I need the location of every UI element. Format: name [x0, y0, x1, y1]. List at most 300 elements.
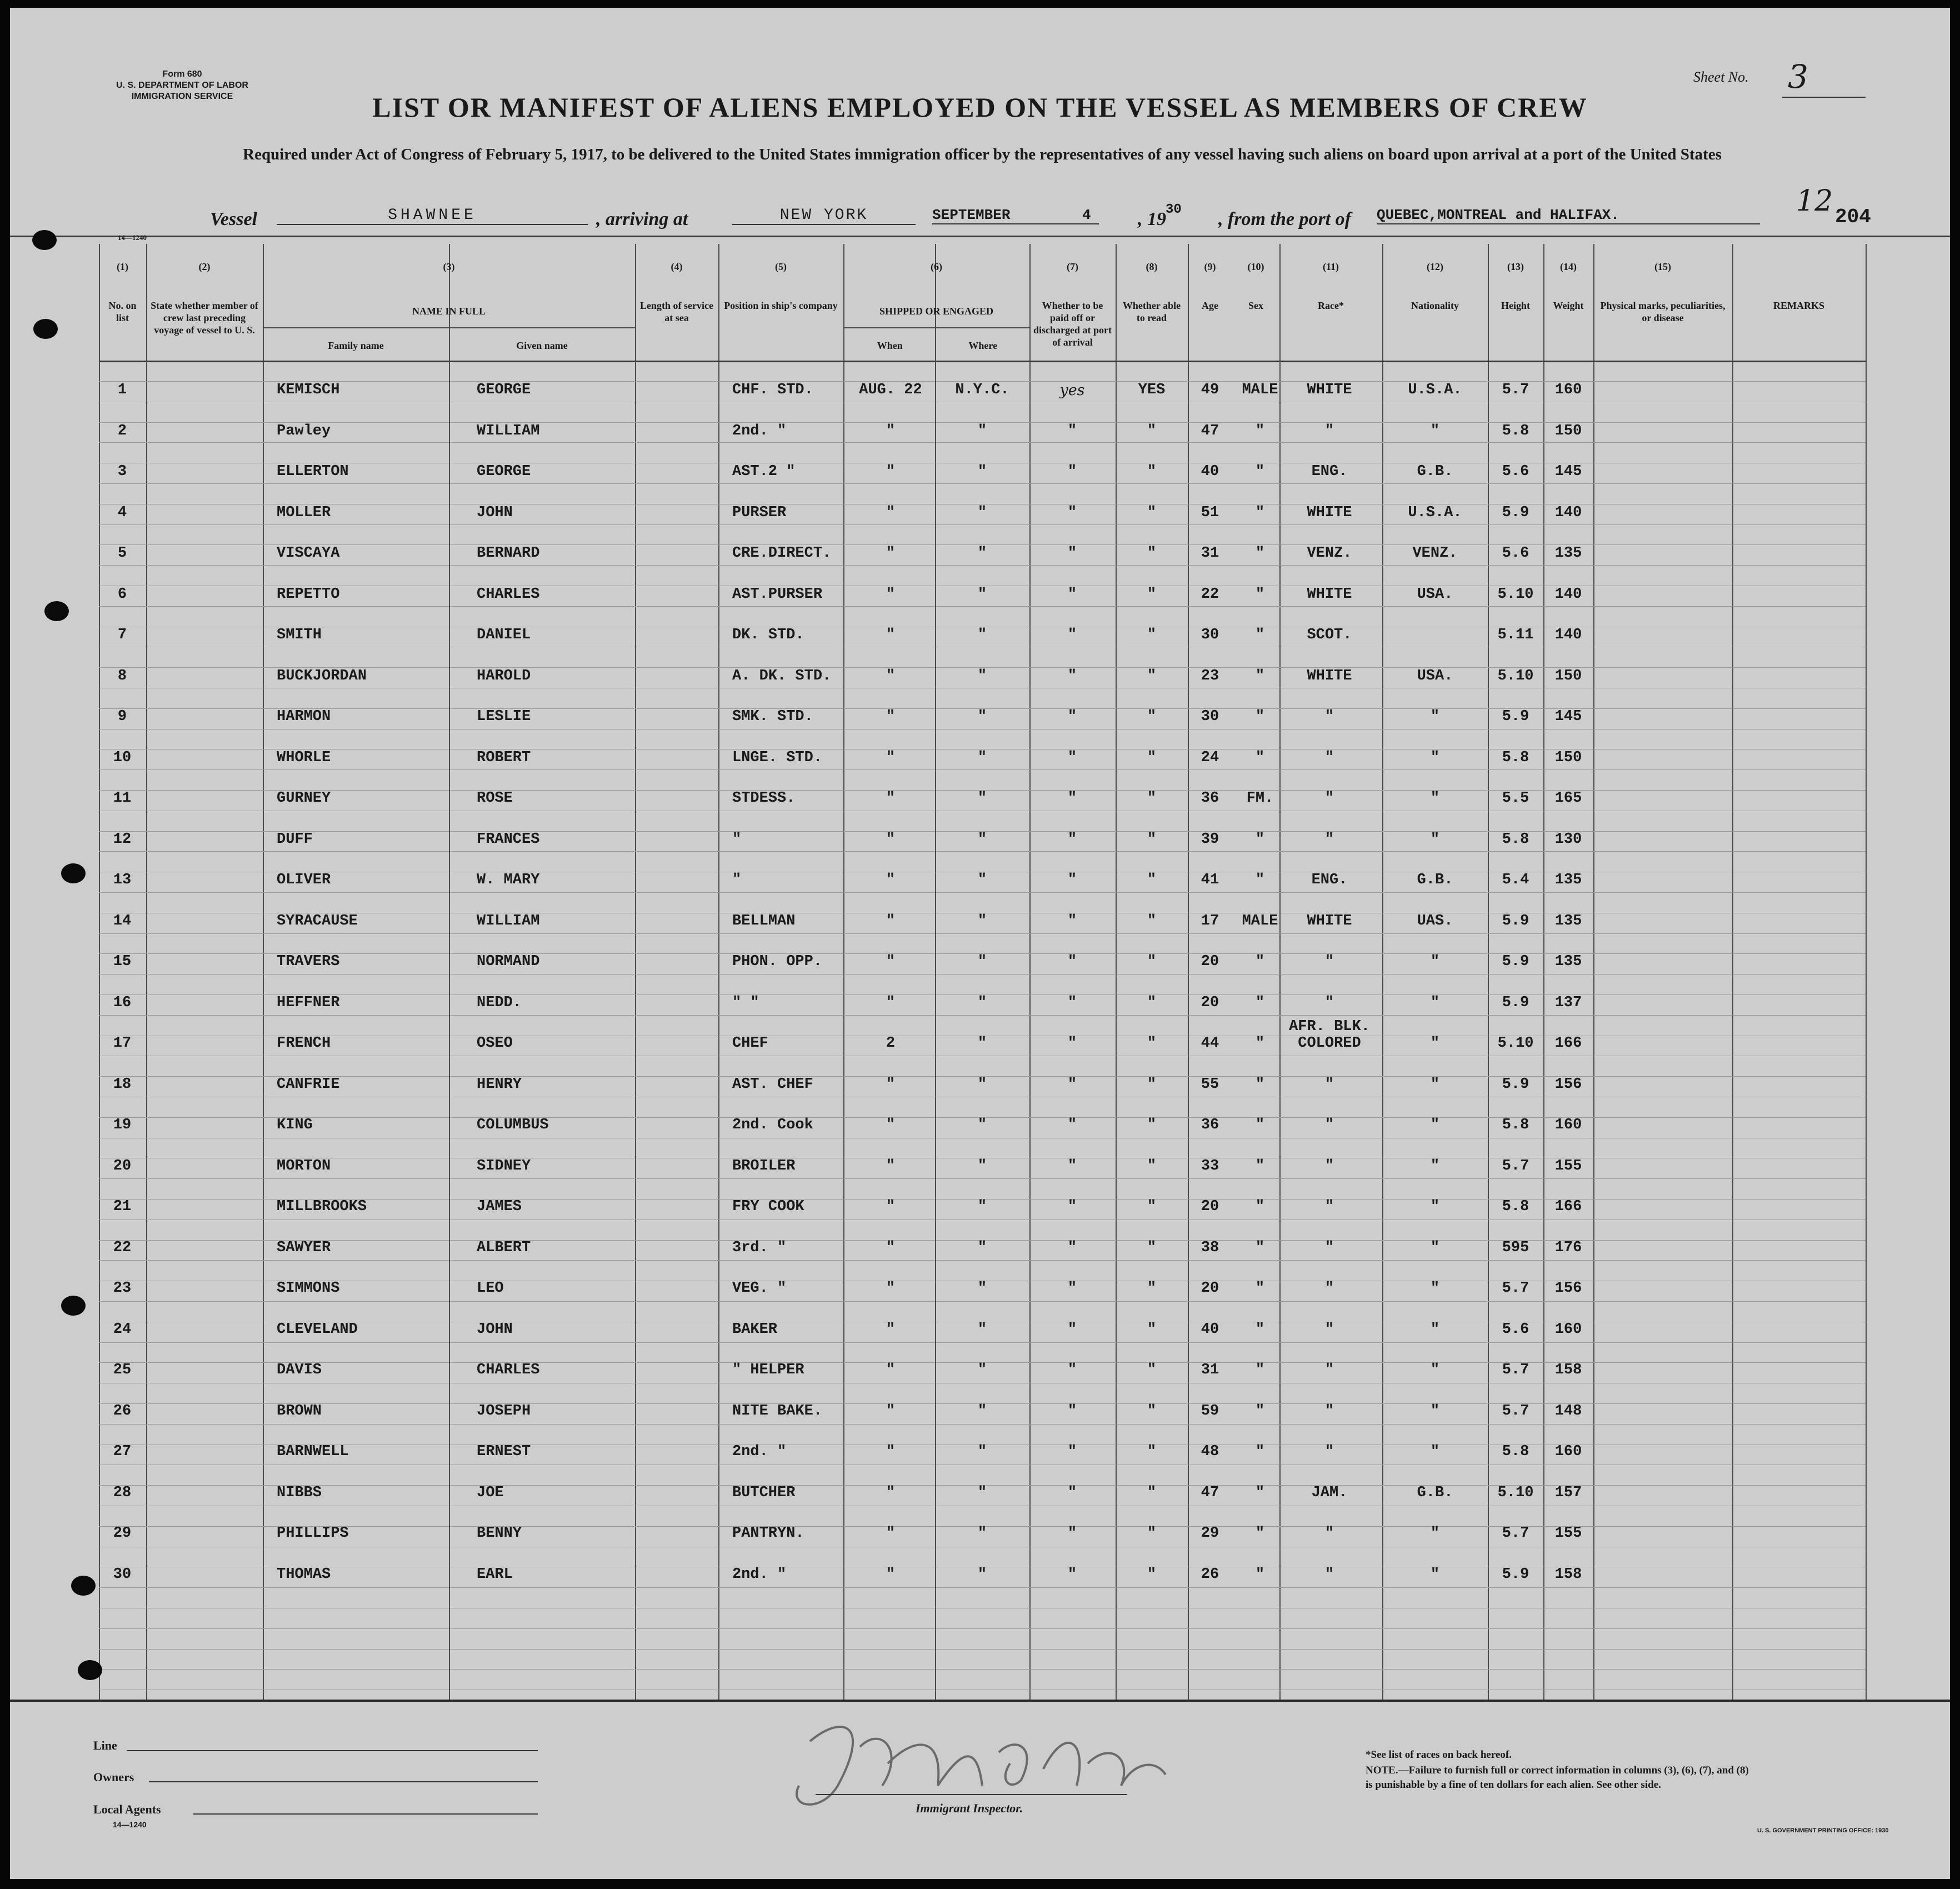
weight: 135 [1554, 953, 1582, 970]
shipped-where: " [977, 749, 987, 766]
sex: FM. [1246, 790, 1274, 807]
row-number: 28 [113, 1484, 132, 1501]
height: 5.8 [1502, 749, 1529, 766]
sex: " [1255, 1280, 1265, 1297]
shipped-when: " [886, 1566, 896, 1583]
given-name: CHARLES [477, 1362, 540, 1378]
height: 5.7 [1502, 382, 1529, 398]
arrival-day: 4 [1082, 207, 1091, 223]
weight: 160 [1554, 382, 1582, 398]
race: WHITE [1307, 667, 1352, 684]
race: " [1324, 1239, 1334, 1256]
age: 33 [1201, 1157, 1219, 1175]
position: 3rd. " [732, 1239, 787, 1256]
position: STDESS. [732, 790, 796, 807]
race-footnote: *See list of races on back hereof. [1366, 1749, 1512, 1761]
sheet-number-label: Sheet No. [1693, 69, 1749, 85]
sex: " [1255, 1321, 1265, 1338]
table-row [10, 662, 1950, 703]
height: 5.5 [1502, 790, 1529, 807]
family-name: KING [277, 1117, 313, 1133]
family-name: HARMON [277, 708, 331, 725]
nationality: " [1430, 790, 1440, 807]
shipped-where: " [977, 1280, 987, 1297]
shipped-when: " [886, 1076, 896, 1093]
age: 51 [1201, 504, 1219, 521]
table-row [10, 907, 1950, 948]
family-name: Pawley [277, 422, 331, 439]
family-name: SYRACAUSE [277, 912, 358, 929]
race: AFR. BLK. COLORED [1289, 1018, 1370, 1052]
height: 5.10 [1497, 586, 1534, 603]
column-header: Position in ship's company [724, 300, 838, 311]
family-name: BARNWELL [277, 1443, 349, 1460]
nationality: " [1430, 1321, 1440, 1338]
able-to-read: " [1147, 545, 1157, 562]
binding-hole [71, 1576, 96, 1596]
table-row [10, 1193, 1950, 1234]
age: 31 [1201, 545, 1219, 562]
weight: 140 [1554, 504, 1582, 521]
column-number: (4) [671, 261, 683, 272]
given-name: OSEO [477, 1035, 513, 1052]
shipped-where: " [977, 953, 987, 970]
age: 31 [1201, 1362, 1219, 1378]
nationality: " [1430, 1076, 1440, 1093]
shipped-when: " [886, 1280, 896, 1297]
able-to-read: " [1147, 953, 1157, 970]
nationality: " [1430, 1117, 1440, 1133]
family-name: MOLLER [277, 504, 331, 521]
weight: 160 [1554, 1443, 1582, 1460]
able-to-read: " [1147, 1198, 1157, 1215]
column-header: NAME IN FULL [412, 306, 486, 317]
row-number: 27 [113, 1443, 132, 1460]
race: " [1324, 1280, 1334, 1297]
service-name: IMMIGRATION SERVICE [131, 92, 233, 101]
table-row [10, 1561, 1950, 1602]
inspector-signature-line [816, 1794, 1127, 1795]
table-row [10, 703, 1950, 744]
column-number: (6) [931, 261, 942, 272]
header-bottom-rule [99, 361, 1866, 362]
paid-off: " [1067, 1198, 1077, 1215]
position: SMK. STD. [732, 708, 813, 725]
shipped-where: " [977, 994, 987, 1011]
table-row [10, 1479, 1950, 1520]
weight: 150 [1554, 667, 1582, 684]
table-form-code: 14—1240 [118, 233, 147, 242]
position: CRE.DIRECT. [732, 545, 832, 562]
paid-off: " [1067, 667, 1077, 684]
able-to-read: " [1147, 1362, 1157, 1378]
position: AST.2 " [732, 463, 796, 480]
table-row [10, 1520, 1950, 1561]
given-name: SIDNEY [477, 1157, 531, 1175]
row-number: 29 [113, 1525, 132, 1542]
form-number: Form 680 [162, 69, 202, 79]
local-agents-field [193, 1813, 538, 1815]
position: CHF. STD. [732, 382, 813, 398]
shipped-when: " [886, 912, 896, 929]
row-number: 17 [113, 1035, 132, 1052]
sex: " [1255, 1198, 1265, 1215]
shipped-when: " [886, 1525, 896, 1542]
family-name: WHORLE [277, 749, 331, 766]
sex: " [1255, 708, 1265, 725]
shipped-when: " [886, 1198, 896, 1215]
sex: " [1255, 1402, 1265, 1420]
shipped-where: " [977, 1362, 987, 1378]
line-field [127, 1750, 538, 1751]
column-number: (11) [1323, 261, 1339, 272]
shipped-when: " [886, 1157, 896, 1175]
given-name: HENRY [477, 1076, 522, 1093]
column-header: Whether to be paid off or discharged at port of arrival [1033, 300, 1112, 348]
shipped-where: " [977, 1198, 987, 1215]
family-name: BROWN [277, 1402, 322, 1420]
weight: 135 [1554, 545, 1582, 562]
age: 23 [1201, 667, 1219, 684]
sex: " [1255, 463, 1265, 480]
sex: MALE [1242, 382, 1278, 398]
nationality: UAS. [1417, 912, 1453, 929]
column-number: (12) [1427, 261, 1443, 272]
able-to-read: " [1147, 831, 1157, 848]
height: 5.10 [1497, 1035, 1534, 1052]
table-row [10, 581, 1950, 622]
row-number: 22 [113, 1239, 132, 1256]
weight: 150 [1554, 749, 1582, 766]
shipped-when: " [886, 953, 896, 970]
given-name: NEDD. [477, 994, 522, 1011]
column-header: Nationality [1411, 300, 1459, 311]
table-row [10, 1111, 1950, 1152]
department-name: U. S. DEPARTMENT OF LABOR [116, 81, 248, 90]
nationality: VENZ. [1412, 545, 1458, 562]
able-to-read: " [1147, 586, 1157, 603]
owners-label: Owners [93, 1770, 134, 1784]
table-row [10, 744, 1950, 785]
paid-off: " [1067, 545, 1077, 562]
column-header: State whether member of crew last preceding voyage of vessel to U. S. [151, 300, 258, 336]
shipped-where: " [977, 1484, 987, 1501]
height: 5.6 [1502, 1321, 1529, 1338]
position: FRY COOK [732, 1198, 804, 1215]
from-port-label: , from the port of [1218, 209, 1351, 229]
family-name: TRAVERS [277, 953, 340, 970]
column-number: (2) [198, 261, 211, 272]
binding-hole [44, 601, 69, 621]
family-name: CLEVELAND [277, 1321, 358, 1338]
shipped-when: " [886, 1443, 896, 1460]
paid-off: " [1067, 1157, 1077, 1175]
family-name: HEFFNER [277, 994, 340, 1011]
table-row [10, 1234, 1950, 1275]
weight: 176 [1554, 1239, 1582, 1256]
shipped-when: " [886, 1362, 896, 1378]
able-to-read: " [1147, 1321, 1157, 1338]
binding-hole [61, 1296, 86, 1316]
column-header: Sex [1248, 300, 1263, 311]
shipped-when: " [886, 708, 896, 725]
column-subheader: Where [968, 340, 998, 351]
row-number: 8 [117, 667, 127, 684]
sex: " [1255, 872, 1265, 888]
able-to-read: " [1147, 872, 1157, 888]
weight: 160 [1554, 1117, 1582, 1133]
nationality: G.B. [1417, 463, 1453, 480]
height: 5.10 [1497, 1484, 1534, 1501]
able-to-read: " [1147, 627, 1157, 643]
position: CHEF [732, 1035, 768, 1052]
nationality: " [1430, 994, 1440, 1011]
weight: 145 [1554, 463, 1582, 480]
weight: 148 [1554, 1402, 1582, 1420]
printing-office-mark: U. S. GOVERNMENT PRINTING OFFICE: 1930 [1757, 1827, 1889, 1834]
able-to-read: " [1147, 463, 1157, 480]
row-number: 11 [113, 790, 132, 807]
race: ENG. [1311, 463, 1348, 480]
column-header: REMARKS [1773, 300, 1824, 311]
given-name: GEORGE [477, 382, 531, 398]
position: " HELPER [732, 1362, 804, 1378]
position: NITE BAKE. [732, 1402, 823, 1420]
shipped-when: " [886, 1484, 896, 1501]
column-header: Height [1501, 300, 1530, 311]
shipped-when: " [886, 545, 896, 562]
nationality: " [1430, 1525, 1440, 1542]
given-name: LESLIE [477, 708, 531, 725]
race: " [1324, 1076, 1334, 1093]
departure-port: QUEBEC,MONTREAL and HALIFAX. [1377, 207, 1760, 224]
table-row [10, 1356, 1950, 1397]
given-name: EARL [477, 1566, 513, 1583]
height: 5.9 [1502, 1566, 1529, 1583]
given-name: LEO [477, 1280, 504, 1297]
sex: " [1255, 1076, 1265, 1093]
table-row [10, 1071, 1950, 1112]
shipped-where: " [977, 545, 987, 562]
age: 24 [1201, 749, 1219, 766]
nationality: " [1430, 1035, 1440, 1052]
shipped-where: " [977, 1525, 987, 1542]
age: 26 [1201, 1566, 1219, 1583]
paid-off: " [1067, 953, 1077, 970]
row-number: 16 [113, 994, 132, 1011]
table-row [10, 826, 1950, 867]
given-name: JOE [477, 1484, 504, 1501]
paid-off: " [1067, 790, 1077, 807]
sex: " [1255, 749, 1265, 766]
height: 5.7 [1502, 1402, 1529, 1420]
shipped-where: " [977, 831, 987, 848]
table-row [10, 539, 1950, 581]
column-number: (13) [1507, 261, 1524, 272]
nationality: G.B. [1417, 872, 1453, 888]
race: " [1324, 790, 1334, 807]
weight: 155 [1554, 1157, 1582, 1175]
family-name: MILLBROOKS [277, 1198, 367, 1215]
shipped-when: " [886, 1402, 896, 1420]
nationality: " [1430, 749, 1440, 766]
age: 47 [1201, 422, 1219, 439]
shipped-where: " [977, 1321, 987, 1338]
height: 5.9 [1502, 708, 1529, 725]
race: " [1324, 1321, 1334, 1338]
height: 595 [1502, 1239, 1529, 1256]
height: 5.8 [1502, 422, 1529, 439]
height: 5.9 [1502, 504, 1529, 521]
year-suffix: 30 [1166, 202, 1182, 217]
family-name: SIMMONS [277, 1280, 340, 1297]
given-name: JOHN [477, 1321, 513, 1338]
nationality: U.S.A. [1408, 504, 1462, 521]
paid-off: " [1067, 872, 1077, 888]
weight: 156 [1554, 1076, 1582, 1093]
sex: " [1255, 545, 1265, 562]
family-name: BUCKJORDAN [277, 667, 367, 684]
age: 47 [1201, 1484, 1219, 1501]
position: BELLMAN [732, 912, 796, 929]
shipped-where: " [977, 667, 987, 684]
age: 40 [1201, 1321, 1219, 1338]
age: 59 [1201, 1402, 1219, 1420]
paid-off: " [1067, 627, 1077, 643]
shipped-when: " [886, 667, 896, 684]
sex: " [1255, 1362, 1265, 1378]
shipped-when: " [886, 749, 896, 766]
penalty-note-text-2: is punishable by a fine of ten dollars for each alien. See other side. [1366, 1779, 1661, 1791]
binding-hole [61, 863, 86, 883]
height: 5.7 [1502, 1157, 1529, 1175]
column-header: Physical marks, peculiarities, or disease [1600, 300, 1726, 323]
weight: 135 [1554, 872, 1582, 888]
shipped-where: " [977, 1239, 987, 1256]
given-name: FRANCES [477, 831, 540, 848]
age: 41 [1201, 872, 1219, 888]
given-name: HAROLD [477, 667, 531, 684]
able-to-read: " [1147, 667, 1157, 684]
height: 5.4 [1502, 872, 1529, 888]
paid-off: " [1067, 1321, 1077, 1338]
shipped-when: " [886, 586, 896, 603]
height: 5.8 [1502, 1198, 1529, 1215]
row-number: 2 [117, 422, 127, 439]
shipped-when: " [886, 1117, 896, 1133]
able-to-read: " [1147, 1076, 1157, 1093]
age: 49 [1201, 382, 1219, 398]
row-number: 1 [117, 382, 127, 398]
sex: " [1255, 994, 1265, 1011]
family-name: OLIVER [277, 872, 331, 888]
age: 55 [1201, 1076, 1219, 1093]
race: WHITE [1307, 382, 1352, 398]
sex: " [1255, 953, 1265, 970]
given-name: BENNY [477, 1525, 522, 1542]
table-row [10, 458, 1950, 499]
height: 5.7 [1502, 1525, 1529, 1542]
able-to-read: " [1147, 1443, 1157, 1460]
weight: 145 [1554, 708, 1582, 725]
agents-form-code: 14—1240 [113, 1820, 147, 1829]
nationality: " [1430, 1402, 1440, 1420]
nationality: " [1430, 953, 1440, 970]
family-name: KEMISCH [277, 382, 340, 398]
given-name: COLUMBUS [477, 1117, 549, 1133]
height: 5.10 [1497, 667, 1534, 684]
shipped-where: " [977, 627, 987, 643]
sex: " [1255, 1117, 1265, 1133]
family-name: DUFF [277, 831, 313, 848]
ledger-rule [99, 1669, 1866, 1670]
column-number: (5) [775, 261, 787, 272]
able-to-read: " [1147, 749, 1157, 766]
height: 5.9 [1502, 912, 1529, 929]
family-name: ELLERTON [277, 463, 349, 480]
table-row [10, 866, 1950, 907]
position: PURSER [732, 504, 787, 521]
table-row [10, 621, 1950, 662]
table-row [10, 989, 1950, 1030]
row-number: 24 [113, 1321, 132, 1338]
row-number: 18 [113, 1076, 132, 1093]
paid-off: " [1067, 1239, 1077, 1256]
race: " [1324, 708, 1334, 725]
family-name: SAWYER [277, 1239, 331, 1256]
nationality: USA. [1417, 667, 1453, 684]
sex: " [1255, 667, 1265, 684]
sex: " [1255, 831, 1265, 848]
able-to-read: " [1147, 1484, 1157, 1501]
family-name: THOMAS [277, 1566, 331, 1583]
shipped-where: " [977, 1402, 987, 1420]
column-subheader: Given name [516, 340, 568, 351]
column-header: SHIPPED OR ENGAGED [879, 306, 994, 317]
row-number: 12 [113, 831, 132, 848]
table-row [10, 1438, 1950, 1479]
row-number: 9 [117, 708, 127, 725]
age: 39 [1201, 831, 1219, 848]
weight: 137 [1554, 994, 1582, 1011]
shipped-where: " [977, 708, 987, 725]
column-number: (10) [1247, 261, 1264, 272]
shipped-where: " [977, 872, 987, 888]
row-number: 23 [113, 1280, 132, 1297]
table-row [10, 1397, 1950, 1438]
paid-off: " [1067, 422, 1077, 439]
race: WHITE [1307, 586, 1352, 603]
able-to-read: " [1147, 422, 1157, 439]
shipped-when: " [886, 1321, 896, 1338]
column-number: (14) [1560, 261, 1577, 272]
race: " [1324, 1402, 1334, 1420]
sex: " [1255, 586, 1265, 603]
row-number: 15 [113, 953, 132, 970]
race: " [1324, 1362, 1334, 1378]
column-number: (15) [1654, 261, 1671, 272]
weight: 140 [1554, 586, 1582, 603]
shipped-where: N.Y.C. [955, 382, 1009, 398]
age: 36 [1201, 790, 1219, 807]
given-name: ROBERT [477, 749, 531, 766]
row-number: 14 [113, 912, 132, 929]
paid-off: " [1067, 1525, 1077, 1542]
family-name: NIBBS [277, 1484, 322, 1501]
position: DK. STD. [732, 627, 804, 643]
given-name: JAMES [477, 1198, 522, 1215]
shipped-where: " [977, 1117, 987, 1133]
